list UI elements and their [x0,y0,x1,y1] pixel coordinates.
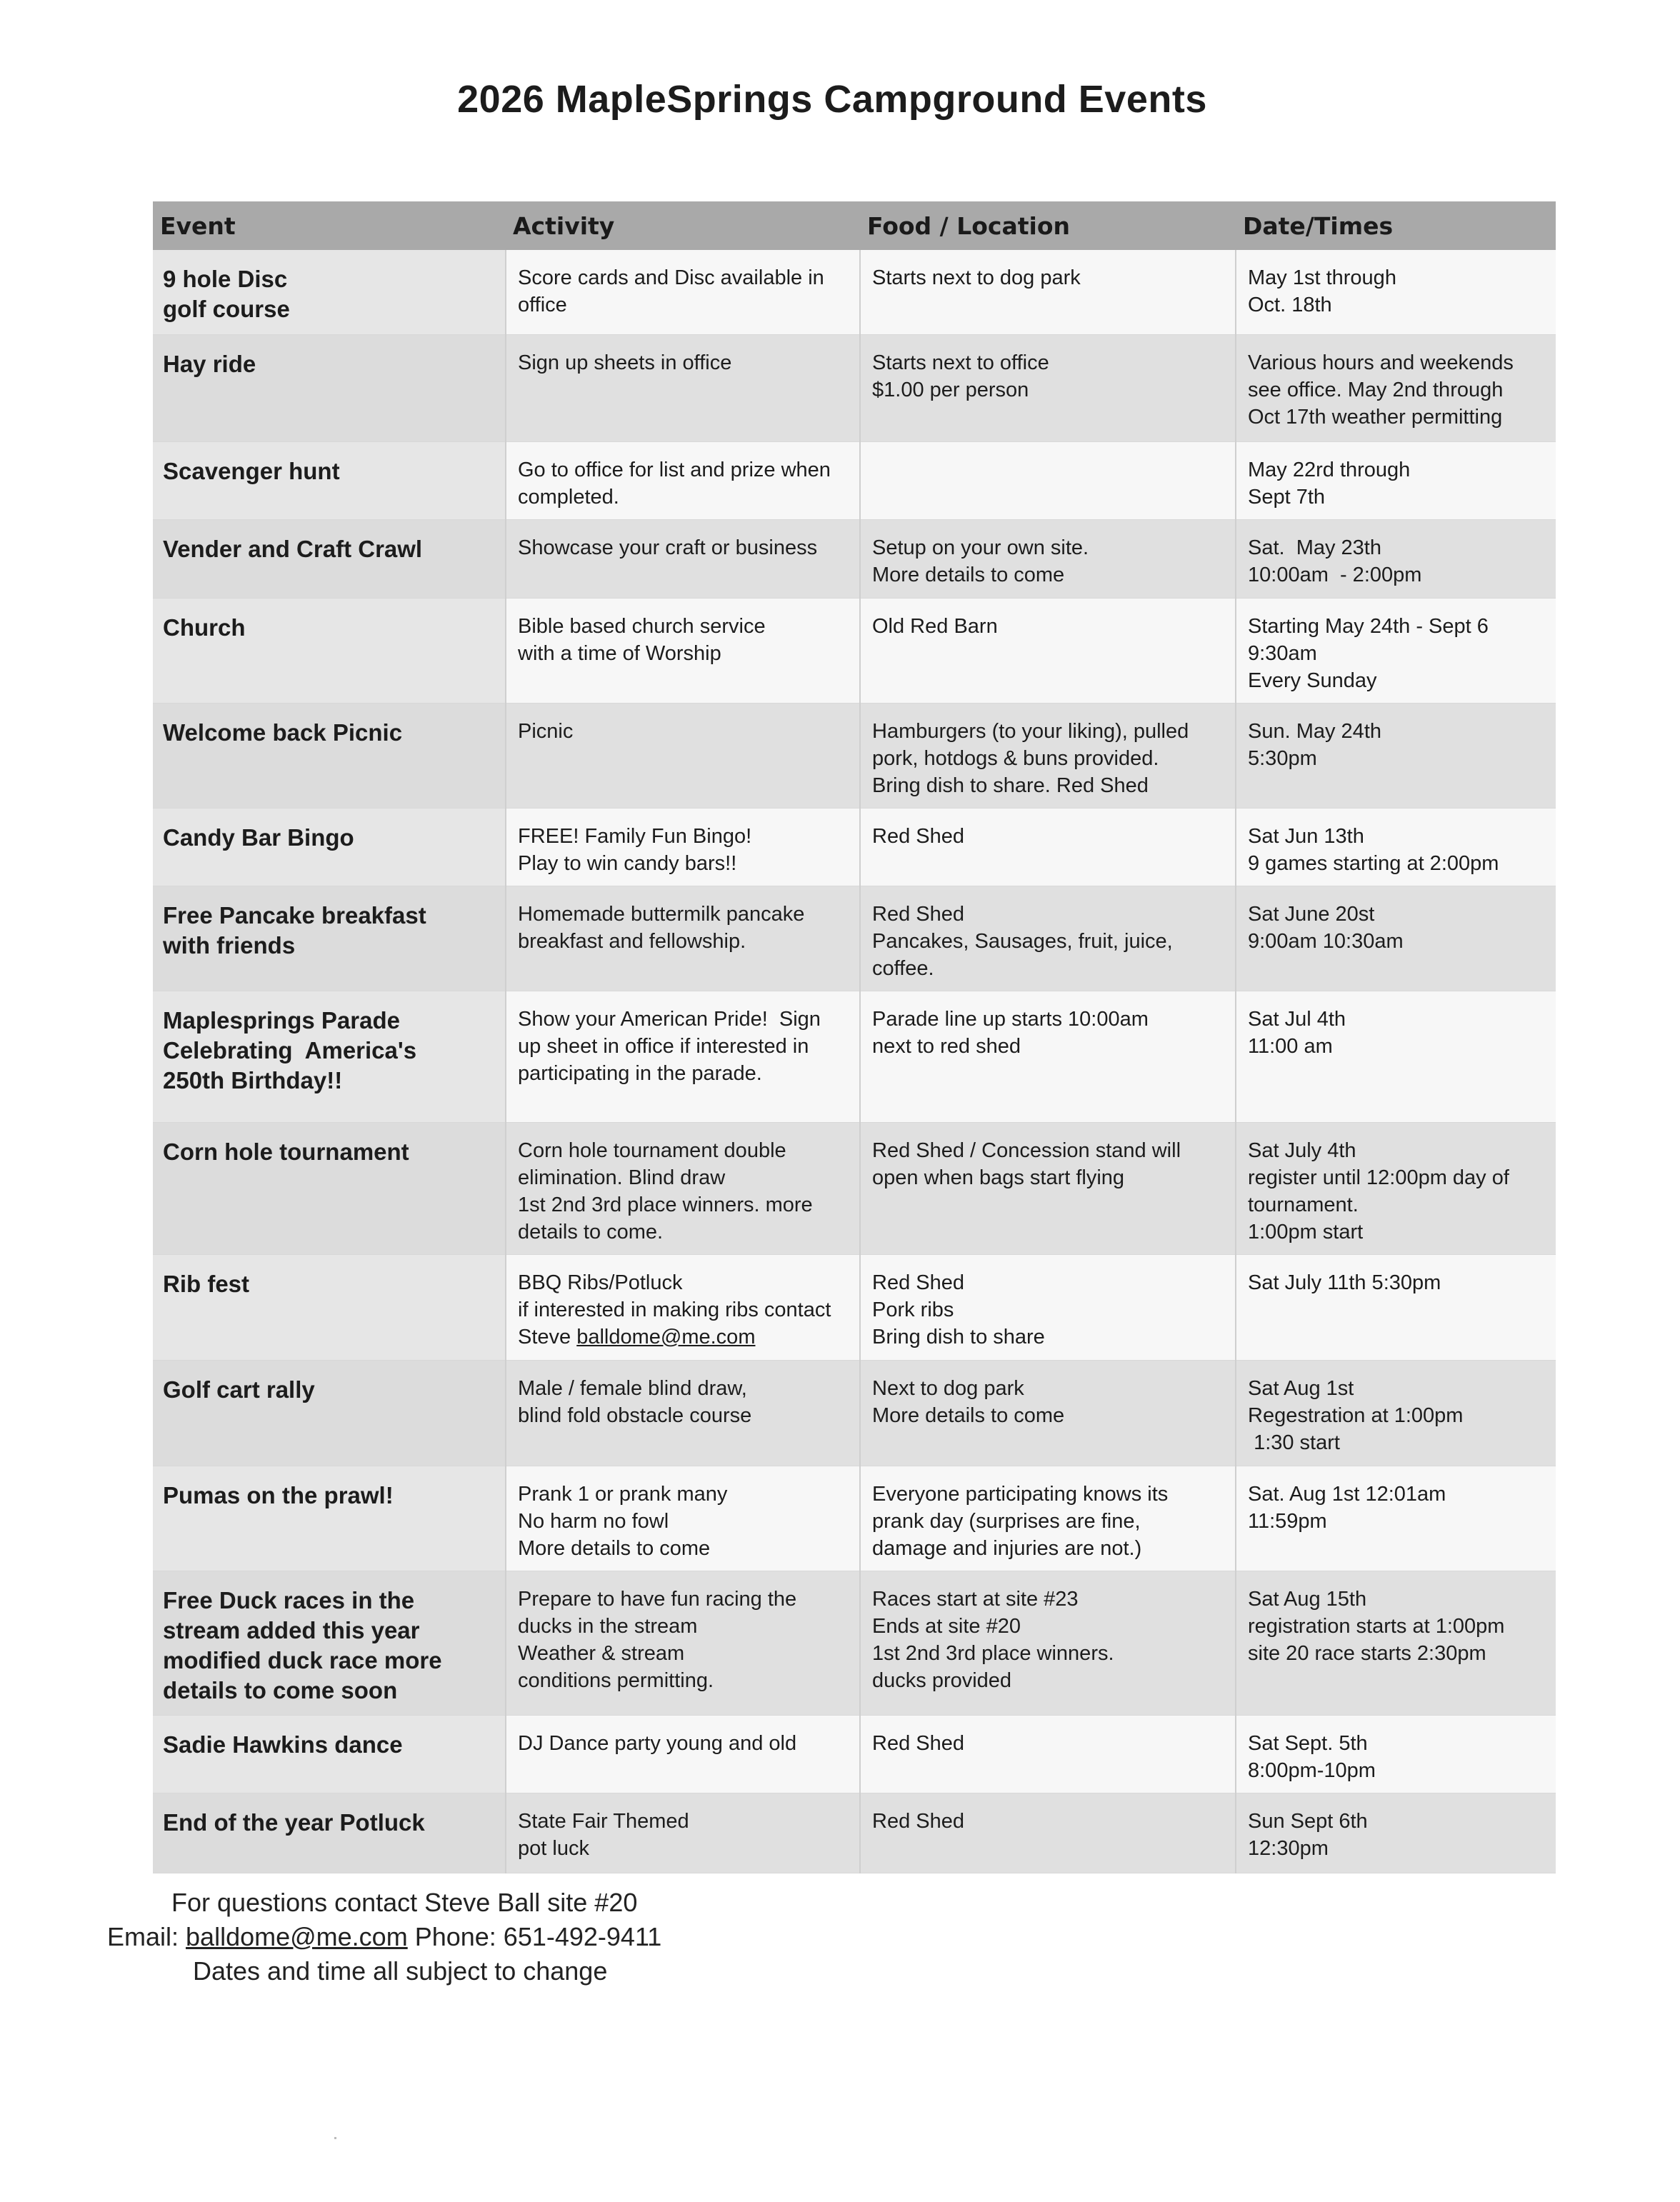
events-table [153,201,1556,1873]
header-food-location: Food / Location [860,201,1236,250]
activity-cell: Corn hole tournament double elimination. Blind draw 1st 2nd 3rd place winners. more details to come. [506,1122,860,1254]
event-cell: Free Duck races in the stream added this year modified duck race more details to come soon [153,1571,506,1715]
food-location-cell: Starts next to office $1.00 per person [860,334,1236,441]
activity-cell: Showcase your craft or business [506,519,860,598]
food-location-cell: Red Shed [860,1793,1236,1873]
footer-contact: For questions contact Steve Ball site #20 [171,1888,638,1917]
food-location-cell [860,441,1236,519]
event-cell: Pumas on the prawl! [153,1466,506,1571]
table-row [153,1793,1556,1873]
activity-cell: DJ Dance party young and old [506,1715,860,1793]
footer-email-label: Email: [107,1922,186,1951]
activity-cell: Prank 1 or prank many No harm no fowl More details to come [506,1466,860,1571]
food-location-cell: Hamburgers (to your liking), pulled pork, hotdogs & buns provided. Bring dish to share. Red Shed [860,703,1236,808]
date-times-cell: Various hours and weekends see office. May 2nd through Oct 17th weather permitting [1236,334,1556,441]
food-location-cell: Setup on your own site. More details to come [860,519,1236,598]
event-cell: Church [153,598,506,703]
contact-footer [107,1886,736,1988]
activity-cell: Prepare to have fun racing the ducks in the stream Weather & stream conditions permitting. [506,1571,860,1715]
date-times-cell: Sat July 11th 5:30pm [1236,1254,1556,1360]
footer-phone: Phone: 651-492-9411 [407,1922,662,1951]
event-cell: Free Pancake breakfast with friends [153,886,506,991]
event-cell: End of the year Potluck [153,1793,506,1873]
activity-cell: FREE! Family Fun Bingo! Play to win candy bars!! [506,808,860,886]
date-times-cell: Sun Sept 6th 12:30pm [1236,1793,1556,1873]
table-row [153,1466,1556,1571]
table-row [153,1571,1556,1715]
header-activity: Activity [506,201,860,250]
email-link[interactable]: balldome@me.com [576,1325,756,1348]
event-cell: Scavenger hunt [153,441,506,519]
table-row [153,703,1556,808]
event-cell: Sadie Hawkins dance [153,1715,506,1793]
activity-cell: Homemade buttermilk pancake breakfast and fellowship. [506,886,860,991]
footer-disclaimer: Dates and time all subject to change [193,1956,608,1986]
food-location-cell: Everyone participating knows its prank day (surprises are fine, damage and injuries are not.) [860,1466,1236,1571]
header-event: Event [153,201,506,250]
food-location-cell: Starts next to dog park [860,250,1236,334]
event-cell: 9 hole Disc golf course [153,250,506,334]
footer-email-link[interactable]: balldome@me.com [186,1922,408,1951]
table-row [153,886,1556,991]
date-times-cell: Sat. Aug 1st 12:01am 11:59pm [1236,1466,1556,1571]
table-row [153,991,1556,1122]
table-body [153,250,1556,1873]
page-title: 2026 MapleSprings Campground Events [457,78,1207,121]
date-times-cell: Sat Sept. 5th 8:00pm-10pm [1236,1715,1556,1793]
table-header [153,201,1556,250]
event-cell: Vender and Craft Crawl [153,519,506,598]
event-cell: Hay ride [153,334,506,441]
food-location-cell: Red Shed [860,808,1236,886]
activity-cell: Picnic [506,703,860,808]
events-table-container [153,201,1556,1873]
date-times-cell: Sat Aug 15th registration starts at 1:00pm site 20 race starts 2:30pm [1236,1571,1556,1715]
table-row [153,441,1556,519]
activity-cell: Sign up sheets in office [506,334,860,441]
event-cell: Golf cart rally [153,1360,506,1466]
food-location-cell: Red Shed [860,1715,1236,1793]
activity-cell: Score cards and Disc available in office [506,250,860,334]
activity-cell: Show your American Pride! Sign up sheet in office if interested in participating in the parade. [506,991,860,1122]
date-times-cell: Sat June 20st 9:00am 10:30am [1236,886,1556,991]
food-location-cell: Races start at site #23 Ends at site #20 1st 2nd 3rd place winners. ducks provided [860,1571,1236,1715]
event-cell: Welcome back Picnic [153,703,506,808]
event-cell: Rib fest [153,1254,506,1360]
date-times-cell: Sun. May 24th 5:30pm [1236,703,1556,808]
food-location-cell: Old Red Barn [860,598,1236,703]
food-location-cell: Red Shed Pancakes, Sausages, fruit, juice, coffee. [860,886,1236,991]
table-row [153,1715,1556,1793]
activity-cell: Male / female blind draw, blind fold obstacle course [506,1360,860,1466]
food-location-cell: Red Shed / Concession stand will open when bags start flying [860,1122,1236,1254]
food-location-cell: Parade line up starts 10:00am next to red shed [860,991,1236,1122]
activity-cell: Bible based church service with a time of Worship [506,598,860,703]
table-row [153,250,1556,334]
food-location-cell: Next to dog park More details to come [860,1360,1236,1466]
table-row [153,808,1556,886]
activity-cell: BBQ Ribs/Potluck if interested in making ribs contact Steve balldome@me.com [506,1254,860,1360]
table-row [153,598,1556,703]
date-times-cell: Sat Jul 4th 11:00 am [1236,991,1556,1122]
table-row [153,1122,1556,1254]
date-times-cell: May 1st through Oct. 18th [1236,250,1556,334]
table-row [153,1254,1556,1360]
date-times-cell: Sat July 4th register until 12:00pm day of tournament. 1:00pm start [1236,1122,1556,1254]
footer-email-phone [107,1920,736,1954]
event-cell: Maplesprings Parade Celebrating America's 250th Birthday!! [153,991,506,1122]
activity-cell: State Fair Themed pot luck [506,1793,860,1873]
activity-cell: Go to office for list and prize when completed. [506,441,860,519]
table-row [153,1360,1556,1466]
event-cell: Candy Bar Bingo [153,808,506,886]
date-times-cell: Sat Aug 1st Regestration at 1:00pm 1:30 start [1236,1360,1556,1466]
date-times-cell: Starting May 24th - Sept 6 9:30am Every Sunday [1236,598,1556,703]
date-times-cell: Sat. May 23th 10:00am - 2:00pm [1236,519,1556,598]
food-location-cell: Red Shed Pork ribs Bring dish to share [860,1254,1236,1360]
table-row [153,334,1556,441]
date-times-cell: May 22rd through Sept 7th [1236,441,1556,519]
table-row [153,519,1556,598]
header-date-times: Date/Times [1236,201,1556,250]
date-times-cell: Sat Jun 13th 9 games starting at 2:00pm [1236,808,1556,886]
event-cell: Corn hole tournament [153,1122,506,1254]
scan-speck [334,2137,336,2139]
